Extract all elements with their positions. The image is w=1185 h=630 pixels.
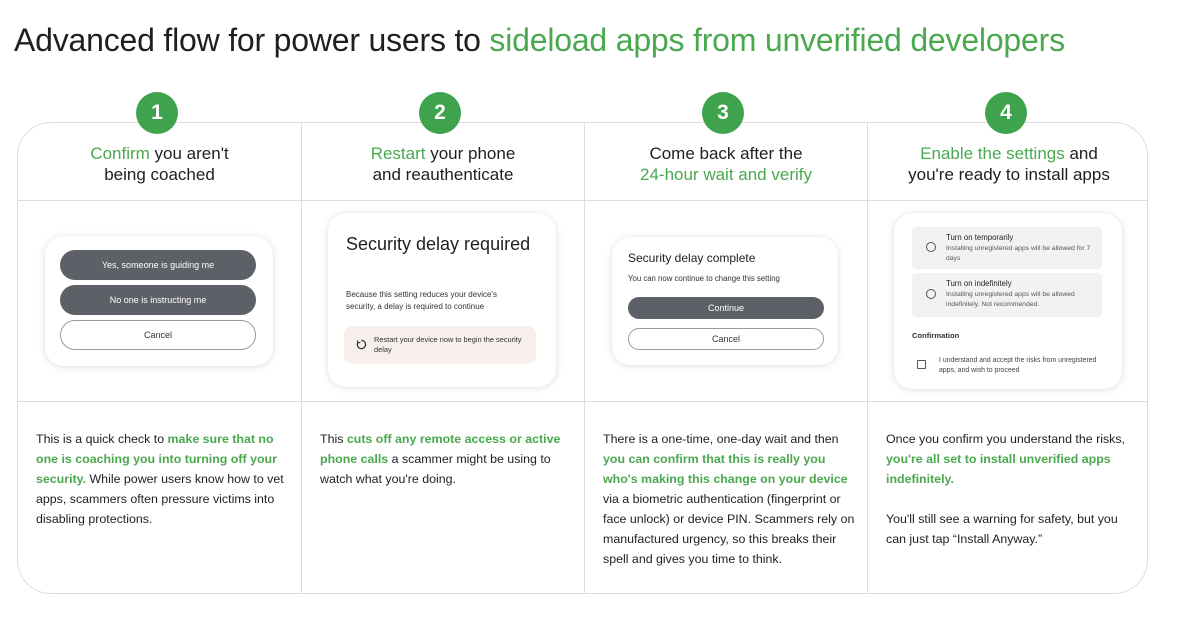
option-temporarily[interactable] (912, 227, 1102, 269)
coaching-dialog (45, 236, 273, 366)
step-3-description: There is a one-time, one-day wait and then you can confirm that this is really you who's making this change on your device via a biometric authentication (fingerprint or face unlock) or device PIN. Scammers rely on manufactured urgency, so this breaks their spell and gives you time to think. (603, 432, 855, 566)
option-temporarily-sub: Installing unregistered apps will be allowed for 7 days (946, 245, 1091, 262)
accept-risks-checkbox[interactable] (917, 360, 926, 369)
step-4-description-p1: Once you confirm you understand the risks, you're all set to install unverified apps indefinitely. (886, 432, 1125, 486)
option-temporarily-title: Turn on temporarily (946, 233, 1014, 242)
step-3-heading-line1: Come back after the (649, 143, 803, 163)
step-1-heading (18, 123, 301, 201)
step-1-heading-rest: you aren't (149, 143, 229, 163)
radio-temporarily[interactable] (926, 242, 936, 252)
step-4-heading-line2: you're ready to install apps (908, 164, 1110, 184)
step-3-heading-green: 24-hour wait and verify (640, 164, 812, 184)
step-3-badge: 3 (702, 92, 744, 134)
not-instructed-button[interactable]: No one is instructing me (60, 285, 256, 315)
page-title-plain: Advanced flow for power users to (14, 22, 490, 58)
steps-panel (17, 122, 1148, 594)
option-indefinitely-title: Turn on indefinitely (946, 279, 1012, 288)
step-4-description (886, 429, 1138, 549)
page-title (14, 22, 1065, 59)
delay-complete-text: You can now continue to change this setting (628, 274, 780, 283)
step-3-heading (585, 123, 867, 201)
cancel-button[interactable]: Cancel (60, 320, 256, 350)
guided-button[interactable]: Yes, someone is guiding me (60, 250, 256, 280)
step-4-column (867, 123, 1148, 593)
step-4-description-p2: You'll still see a warning for safety, but you can just tap “Install Anyway.” (886, 512, 1118, 546)
security-delay-title: Security delay required (346, 234, 531, 254)
step-3-column (584, 123, 867, 593)
step-1-column (18, 123, 301, 593)
delay-complete-title: Security delay complete (628, 251, 756, 265)
step-1-mockup-area (18, 201, 301, 402)
step-4-mockup-area (868, 201, 1148, 402)
step-4-heading-green: Enable the settings (920, 143, 1065, 163)
confirmation-label: Confirmation (912, 331, 960, 340)
step-1-description: This is a quick check to make sure that no one is coaching you into turning off your security. While power users know how to vet apps, scammers often pressure victims into disabling protections. (36, 432, 284, 526)
cancel-button[interactable]: Cancel (628, 328, 824, 350)
step-2-heading-rest: your phone (425, 143, 516, 163)
page-title-highlight: sideload apps from unverified developers (489, 22, 1065, 58)
option-indefinitely-sub: Installing unregistered apps will be allowed indefinitely. Not recommended. (946, 291, 1075, 308)
restart-row[interactable] (344, 326, 536, 364)
step-4-badge: 4 (985, 92, 1027, 134)
option-indefinitely[interactable] (912, 273, 1102, 317)
step-4-heading (868, 123, 1148, 201)
step-2-heading-line2: and reauthenticate (372, 164, 514, 184)
accept-risks-text: I understand and accept the risks from unregistered apps, and wish to proceed (939, 357, 1097, 374)
step-1-heading-line2: being coached (104, 164, 215, 184)
delay-complete-dialog (612, 237, 838, 365)
step-2-heading (302, 123, 584, 201)
install-settings-dialog (894, 213, 1122, 389)
radio-indefinitely[interactable] (926, 289, 936, 299)
security-delay-dialog (328, 213, 556, 387)
step-2-badge: 2 (419, 92, 461, 134)
step-1-badge: 1 (136, 92, 178, 134)
step-2-heading-green: Restart (370, 143, 426, 163)
restart-row-text: Restart your device now to begin the security delay (374, 335, 522, 354)
step-3-mockup-area (585, 201, 867, 402)
security-delay-text: Because this setting reduces your device's security, a delay is required to continue (346, 290, 497, 311)
step-2-mockup-area (302, 201, 584, 402)
step-2-column (301, 123, 584, 593)
restart-icon (356, 339, 367, 350)
step-4-heading-rest: and (1064, 143, 1098, 163)
continue-button[interactable]: Continue (628, 297, 824, 319)
step-2-description: This cuts off any remote access or active phone calls a scammer might be using to watch what you're doing. (320, 432, 561, 486)
step-1-heading-green: Confirm (90, 143, 150, 163)
